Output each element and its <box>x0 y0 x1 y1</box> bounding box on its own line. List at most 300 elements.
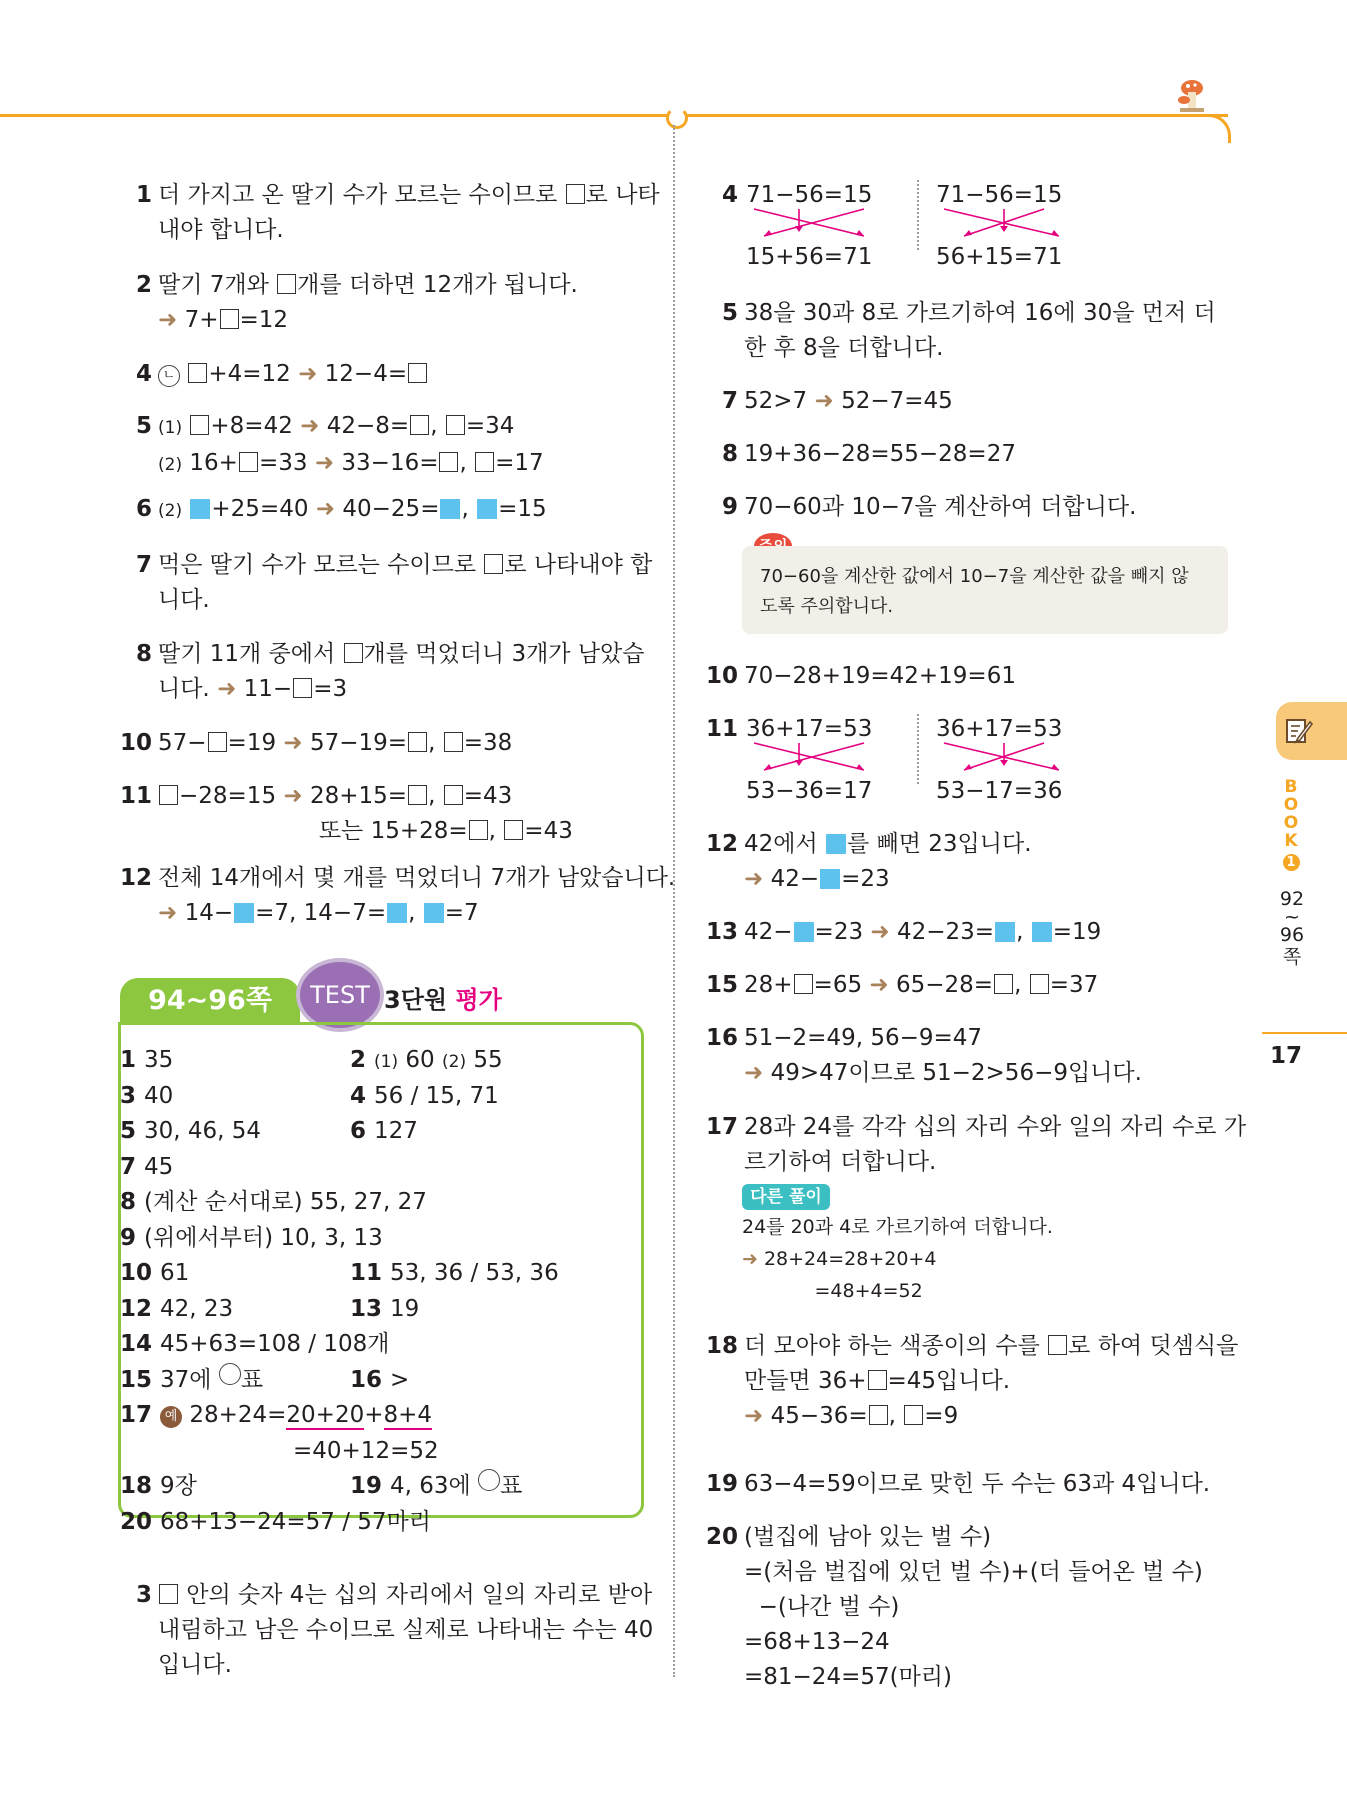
item-line <box>158 1613 682 1648</box>
alt-line <box>742 1211 1222 1243</box>
answer-box-icon <box>293 678 312 698</box>
item-line <box>744 659 1252 694</box>
answer-box-icon <box>869 1405 888 1425</box>
notebook-pencil-icon <box>1284 716 1314 746</box>
answer-number: 18 <box>120 1473 161 1499</box>
answer-box-icon <box>190 415 209 435</box>
text-run: =17 <box>495 450 544 476</box>
arrow-icon: ➜ <box>283 730 303 756</box>
answer-box-icon <box>444 732 463 752</box>
alt-solution-text <box>742 1211 1222 1307</box>
test-answer <box>120 1469 197 1504</box>
note-line <box>760 592 1220 622</box>
item-number: 1 <box>135 182 152 208</box>
text-run: , <box>428 730 443 756</box>
header-rule-corner <box>1200 114 1231 143</box>
item-number: 10 <box>705 663 738 689</box>
text-run: =3 <box>313 676 348 702</box>
text-run: =43 <box>463 783 513 809</box>
answer-number: 13 <box>350 1295 391 1322</box>
item-line <box>158 303 682 338</box>
text-run: =40+12=52 <box>293 1437 439 1464</box>
item-number: 11 <box>119 783 152 809</box>
text-run: 안의 숫자 4는 십의 자리에서 일의 자리로 받아 <box>179 1582 653 1608</box>
circle-mark-icon <box>219 1363 241 1385</box>
answer-number: 6 <box>350 1118 375 1144</box>
item-line <box>158 357 682 392</box>
page-range-tilde: ~ <box>1284 906 1300 928</box>
item-line <box>744 1590 1252 1625</box>
text-run: 28과 24를 각각 십의 자리 수와 일의 자리 수로 가 <box>744 1114 1247 1140</box>
text-run <box>182 496 189 522</box>
item-number: 4 <box>135 361 152 387</box>
test-answer <box>350 1079 499 1114</box>
text-run: , <box>428 783 443 809</box>
page-range-unit: 쪽 <box>1282 946 1302 968</box>
item-line <box>158 896 682 931</box>
header-rule <box>0 114 1228 117</box>
shaded-box-icon <box>440 499 460 519</box>
text-run: 니다. <box>158 676 218 702</box>
text-run: =68+13−24 <box>744 1629 890 1655</box>
shaded-box-icon <box>387 903 407 923</box>
text-run: 42에서 <box>744 831 826 857</box>
alt-solution-badge: 다른 풀이 <box>742 1184 830 1210</box>
text-run: , <box>1016 919 1031 945</box>
item-number: 5 <box>135 413 152 439</box>
text-run: 45−36= <box>763 1403 868 1429</box>
answer-box-icon <box>1048 1335 1067 1355</box>
text-run: 63−4=59이므로 맞힌 두 수는 63과 4입니다. <box>744 1471 1211 1497</box>
equation: 36+17=53 <box>746 716 873 742</box>
text-run: , <box>459 450 475 476</box>
answer-number: 4 <box>350 1082 375 1109</box>
arrow-icon: ➜ <box>314 450 335 476</box>
text-run: 28+15= <box>302 783 408 809</box>
arrow-icon: ➜ <box>869 972 889 998</box>
answer-number: 8 <box>120 1189 145 1215</box>
page-range <box>1272 888 1312 968</box>
shaded-box-icon <box>1032 922 1052 942</box>
text-run: =81−24=57(마리) <box>744 1664 952 1690</box>
test-answer <box>350 1469 522 1504</box>
shaded-box-icon <box>826 834 846 854</box>
text-run: =(처음 벌집에 있던 벌 수)+(더 들어온 벌 수) <box>744 1559 1203 1585</box>
item-line <box>158 409 682 446</box>
text-run: 내림하고 남은 수이므로 실제로 나타내는 수는 40 <box>158 1617 654 1643</box>
text-run: 19 <box>390 1295 420 1322</box>
text-run: 28+ <box>744 972 793 998</box>
underlined-text: 8+4 <box>383 1402 433 1428</box>
test-badge: TEST <box>296 958 384 1032</box>
text-run: +25=40 <box>211 496 316 522</box>
text-run: 52>7 <box>744 388 815 414</box>
underlined-text: 20+20 <box>286 1402 365 1428</box>
answer-number: 17 <box>120 1402 161 1428</box>
text-run: 표 <box>500 1473 523 1499</box>
item-line <box>744 490 1252 525</box>
arrow-icon: ➜ <box>814 388 834 414</box>
item-body <box>744 827 1252 897</box>
answer-number: 3 <box>120 1082 145 1109</box>
item-number: 15 <box>705 972 738 998</box>
text-run: 52−7=45 <box>833 388 953 414</box>
text-run: =15 <box>498 496 547 522</box>
text-run: , <box>430 413 445 439</box>
answer-number: 10 <box>120 1260 161 1286</box>
test-answer <box>120 1043 173 1078</box>
header-notch <box>666 107 688 129</box>
text-run: , <box>488 818 504 844</box>
answer-box-icon <box>220 309 239 329</box>
text-run: (계산 순서대로) 55, 27, 27 <box>144 1189 427 1215</box>
item-body <box>158 779 682 849</box>
text-run: =33 <box>258 450 315 476</box>
text-run: , <box>1014 972 1029 998</box>
text-run: 19+36−28=55−28=27 <box>744 441 1016 467</box>
item-line <box>744 1056 1252 1091</box>
answer-number: 2 <box>350 1047 375 1073</box>
item-line <box>744 1364 1252 1399</box>
item-body <box>158 726 682 761</box>
item-number: 19 <box>705 1471 738 1497</box>
answer-number: 9 <box>120 1224 145 1251</box>
item-body <box>158 492 682 529</box>
item-number: 8 <box>135 641 152 667</box>
arrow-icon: ➜ <box>158 307 178 333</box>
text-run: =45입니다. <box>887 1368 1011 1394</box>
text-run: =23 <box>841 866 890 892</box>
item-number: 10 <box>119 730 152 756</box>
text-run: 60 <box>398 1047 442 1073</box>
item-body <box>744 1520 1252 1695</box>
test-answer <box>350 1043 503 1080</box>
text-run: , <box>888 1403 904 1429</box>
mushroom-icon <box>1176 78 1208 114</box>
equation: 71−56=15 <box>746 182 873 208</box>
text-run: 70−60을 계산한 값에서 10−7을 계산한 값을 빼지 않 <box>760 566 1189 587</box>
item-line <box>744 1110 1252 1145</box>
text-run: 로 나타내야 합 <box>504 552 653 578</box>
text-run: 68+13−24=57 / 57마리 <box>160 1508 431 1535</box>
answer-box-icon <box>277 274 296 294</box>
book-letter: O <box>1283 813 1299 833</box>
item-body <box>158 861 682 931</box>
item-number: 2 <box>135 272 152 298</box>
equation: 15+56=71 <box>746 244 873 270</box>
answer-number: 20 <box>120 1508 161 1535</box>
arrow-icon: ➜ <box>217 676 237 702</box>
answer-number: 15 <box>120 1366 161 1393</box>
text-run: 70−60과 10−7을 계산하여 더합니다. <box>744 494 1137 520</box>
text-run: 37에 <box>160 1366 219 1393</box>
item-body <box>158 637 682 707</box>
shaded-box-icon <box>424 903 444 923</box>
item-body <box>744 490 1252 525</box>
text-run: 70−28+19=42+19=61 <box>744 663 1016 689</box>
page-range-end: 96 <box>1279 924 1305 946</box>
arrow-icon: ➜ <box>298 361 318 387</box>
text-run: 28+24=28+20+4 <box>757 1248 937 1270</box>
answer-box-icon <box>469 820 488 840</box>
answer-box-icon <box>484 554 503 574</box>
text-run: 개를 먹었더니 3개가 남았습 <box>363 641 645 667</box>
item-line <box>744 1625 1252 1660</box>
arrow-icon: ➜ <box>315 496 336 522</box>
item-number: 16 <box>705 1025 738 1051</box>
sub-label: (1) <box>158 418 183 438</box>
answer-box-icon <box>1030 974 1049 994</box>
item-body <box>744 1467 1252 1502</box>
text-run: 24를 20과 4로 가르기하여 더합니다. <box>742 1216 1053 1238</box>
text-run: 42− <box>744 919 793 945</box>
item-number: 12 <box>705 831 738 857</box>
item-line <box>744 1520 1252 1555</box>
item-number: 20 <box>705 1524 738 1550</box>
item-number: 6 <box>135 496 152 522</box>
text-run: =19 <box>227 730 284 756</box>
test-title-accent: 평가 <box>455 986 502 1014</box>
item-body <box>744 437 1252 472</box>
page-range-start: 92 <box>1279 888 1305 910</box>
text-run: 16+ <box>182 450 238 476</box>
item-body <box>158 357 682 392</box>
item-line <box>744 1329 1252 1364</box>
text-run: =12 <box>239 307 289 333</box>
text-run: 57−19= <box>302 730 408 756</box>
text-run: > <box>390 1366 410 1393</box>
shaded-box-icon <box>190 499 210 519</box>
answer-number: 11 <box>350 1260 391 1286</box>
item-line <box>744 1467 1252 1502</box>
answer-number: 1 <box>120 1047 145 1073</box>
item-line <box>158 861 682 896</box>
item-line <box>158 178 682 213</box>
item-body <box>158 268 682 338</box>
item-number: 4 <box>721 182 738 208</box>
text-run: 56 / 15, 71 <box>374 1082 499 1109</box>
item-body <box>744 968 1252 1003</box>
text-run: 입니다. <box>158 1652 232 1678</box>
test-section <box>118 958 642 1558</box>
page-number: 17 <box>1270 1043 1303 1069</box>
answer-box-icon <box>344 643 363 663</box>
test-answer <box>350 1363 409 1398</box>
text-run: 61 <box>160 1260 190 1286</box>
sub-label: (2) <box>158 455 183 475</box>
sub-label: (2) <box>158 501 183 521</box>
answer-box-icon <box>868 1370 887 1390</box>
item-number: 18 <box>705 1333 738 1359</box>
text-run: 28+24= <box>182 1402 287 1428</box>
answer-box-icon <box>188 363 207 383</box>
test-answer <box>120 1114 261 1149</box>
answer-box-icon <box>475 452 494 472</box>
text-run: 표 <box>240 1366 264 1393</box>
arrow-icon: ➜ <box>870 919 890 945</box>
circle-mark-icon <box>478 1469 500 1491</box>
text-run: =7 <box>444 900 479 926</box>
test-title-unit: 3단원 <box>384 986 448 1014</box>
item-body <box>744 296 1252 366</box>
test-answer <box>350 1114 418 1149</box>
test-answer <box>120 1505 431 1540</box>
test-answer <box>120 1079 173 1114</box>
text-run: =34 <box>465 413 515 439</box>
text-run: =65 <box>813 972 870 998</box>
arrow-icon: ➜ <box>744 866 764 892</box>
item-line <box>158 672 682 707</box>
test-answer <box>120 1221 383 1256</box>
item-line <box>158 779 682 814</box>
item-line <box>158 583 682 618</box>
text-run: 르기하여 더합니다. <box>744 1149 937 1175</box>
text-run: 7+ <box>177 307 219 333</box>
answer-number: 16 <box>350 1366 391 1393</box>
text-run: 127 <box>374 1118 418 1144</box>
item-line <box>744 862 1252 897</box>
text-run: 30, 46, 54 <box>144 1118 262 1144</box>
item-number: 11 <box>705 716 738 742</box>
text-run: 51−2=49, 56−9=47 <box>744 1025 983 1051</box>
text-run: +4=12 <box>208 361 299 387</box>
arrow-icon: ➜ <box>742 1248 758 1270</box>
text-run: 한 후 8을 더합니다. <box>744 335 944 361</box>
text-run: 또는 15+28= <box>158 818 468 844</box>
text-run: , <box>461 496 477 522</box>
item-line <box>158 268 682 303</box>
text-run: =37 <box>1049 972 1099 998</box>
text-run <box>182 413 189 439</box>
answer-box-icon <box>446 415 465 435</box>
book-letter: B <box>1284 777 1298 797</box>
text-run: 57− <box>158 730 207 756</box>
text-run: =38 <box>463 730 513 756</box>
text-run: 12−4= <box>317 361 408 387</box>
book-label <box>1282 778 1300 871</box>
text-run: 11− <box>236 676 293 702</box>
item-line <box>744 827 1252 862</box>
answer-box-icon <box>904 1405 923 1425</box>
test-answer <box>350 1256 559 1291</box>
item-body <box>158 409 682 483</box>
item-number: 5 <box>721 300 738 326</box>
item-line <box>158 492 682 529</box>
item-body <box>744 1110 1252 1180</box>
item-number: 7 <box>135 552 152 578</box>
text-run: −28=15 <box>179 783 284 809</box>
text-run: , <box>408 900 423 926</box>
text-run: 개를 더하면 12개가 됩니다. <box>297 272 578 298</box>
text-run: 33−16= <box>334 450 439 476</box>
item-line <box>158 637 682 672</box>
text-run: 45 <box>144 1153 174 1180</box>
side-rule <box>1262 1032 1347 1034</box>
item-line <box>744 1555 1252 1590</box>
text-run: =19 <box>1052 919 1102 945</box>
text-run: 42−23= <box>889 919 995 945</box>
item-line <box>744 1021 1252 1056</box>
answer-number: 14 <box>120 1331 161 1357</box>
item-number: 8 <box>721 441 738 467</box>
equation: 36+17=53 <box>936 716 1063 742</box>
item-body <box>744 384 1252 419</box>
alt-line <box>742 1275 1222 1307</box>
test-answer <box>120 1363 263 1398</box>
cross-arrows-icon <box>744 740 1164 780</box>
text-run: 35 <box>144 1047 174 1073</box>
item-number: 9 <box>721 494 738 520</box>
text-run: 전체 14개에서 몇 개를 먹었더니 7개가 남았습니다. <box>158 865 676 891</box>
text-run: 42−8= <box>319 413 410 439</box>
alt-line <box>742 1243 1222 1275</box>
answer-box-icon <box>159 785 178 805</box>
text-run: 를 빼면 23입니다. <box>847 831 1032 857</box>
item-line <box>744 296 1252 331</box>
item-body <box>158 548 682 618</box>
item-number: 13 <box>705 919 738 945</box>
sub-label: (2) <box>442 1052 467 1072</box>
test-answer <box>120 1185 427 1220</box>
item-line <box>744 915 1252 950</box>
text-run: =48+4=52 <box>742 1280 923 1302</box>
text-run: 로 하여 덧셈식을 <box>1068 1333 1239 1359</box>
text-run: 니다. <box>158 587 210 613</box>
circled-label: ㄴ <box>158 365 180 387</box>
item-line <box>158 1648 682 1683</box>
text-run: 4, 63에 <box>390 1473 479 1499</box>
equation: 53−36=17 <box>746 778 873 804</box>
text-run: 42, 23 <box>160 1295 234 1322</box>
answer-number: 12 <box>120 1295 161 1322</box>
item-body <box>744 1021 1252 1091</box>
text-run: 40 <box>144 1082 174 1109</box>
text-run: 45+63=108 / 108개 <box>160 1331 390 1357</box>
answer-number: 7 <box>120 1153 145 1180</box>
answer-box-icon <box>239 452 258 472</box>
answer-box-icon <box>439 452 458 472</box>
answer-number: 19 <box>350 1473 391 1499</box>
text-run: 도록 주의합니다. <box>760 596 894 617</box>
answer-box-icon <box>159 1584 178 1604</box>
text-run: 40−25= <box>335 496 440 522</box>
item-line <box>158 814 682 849</box>
text-run: (위에서부터) 10, 3, 13 <box>144 1224 383 1251</box>
text-run: (벌집에 남아 있는 벌 수) <box>744 1524 992 1550</box>
example-badge: 예 <box>160 1406 182 1428</box>
book-letter: O <box>1283 795 1299 815</box>
test-answer <box>120 1327 389 1362</box>
equation: 56+15=71 <box>936 244 1063 270</box>
text-run: 더 모아야 하는 색종이의 수를 <box>744 1333 1048 1359</box>
equation: 53−17=36 <box>936 778 1063 804</box>
text-run: =9 <box>924 1403 959 1429</box>
text-run: −(나간 벌 수) <box>744 1594 900 1620</box>
answer-box-icon <box>408 363 427 383</box>
text-run: =23 <box>814 919 871 945</box>
answer-box-icon <box>994 974 1013 994</box>
item-line <box>158 548 682 583</box>
item-line <box>744 1399 1252 1434</box>
test-answer <box>293 1434 439 1469</box>
answer-box-icon <box>444 785 463 805</box>
answer-box-icon <box>408 785 427 805</box>
item-line <box>744 384 1252 419</box>
text-run: 만들면 36+ <box>744 1368 867 1394</box>
arrow-icon: ➜ <box>158 900 178 926</box>
answer-box-icon <box>408 732 427 752</box>
text-run: 딸기 11개 중에서 <box>158 641 343 667</box>
